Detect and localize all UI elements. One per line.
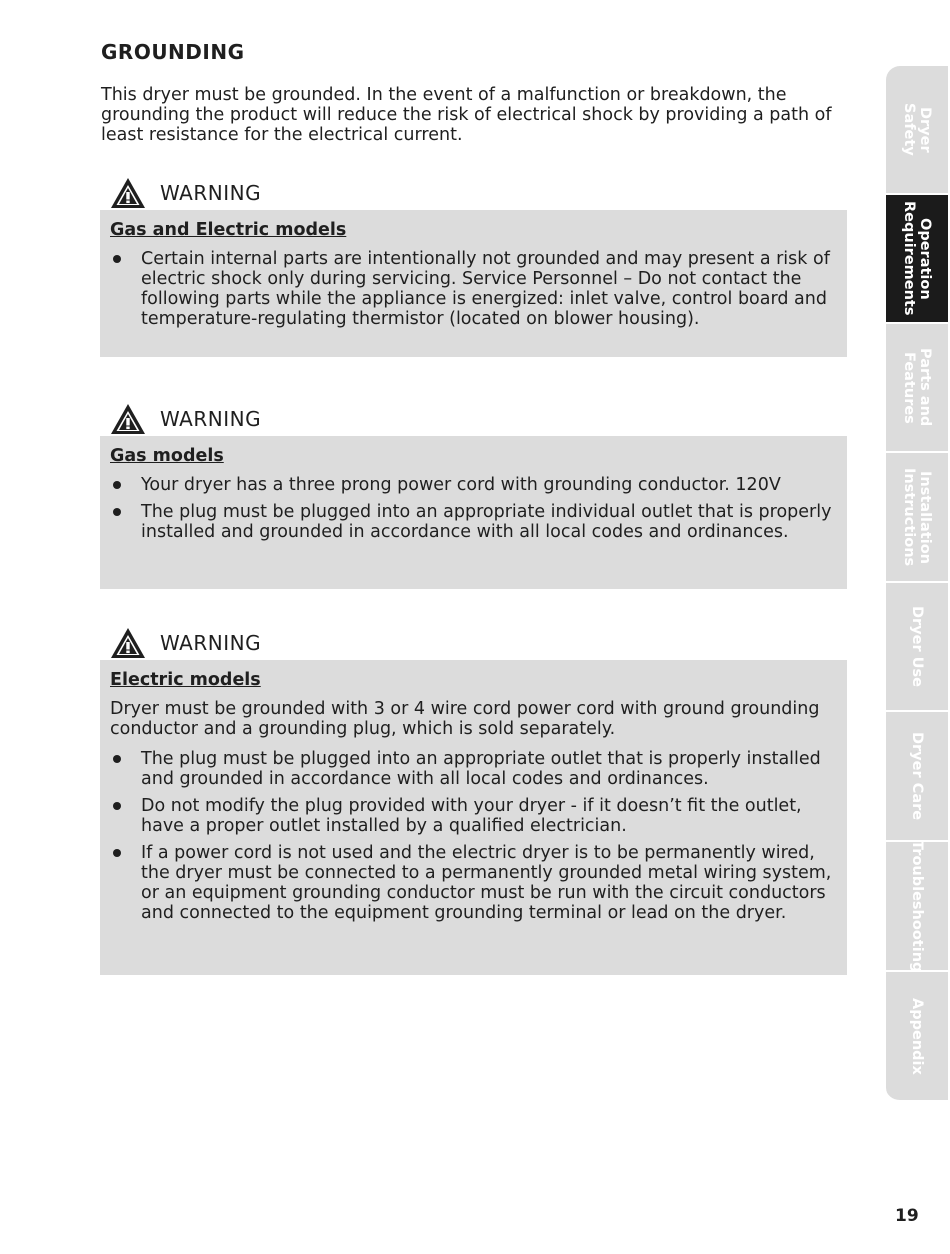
section-heading: GROUNDING — [101, 40, 245, 64]
tab-label: Installation Instructions — [901, 467, 933, 567]
warning-box-gas — [100, 436, 847, 589]
warning-triangle-icon — [110, 177, 146, 209]
warning-box-title: Gas and Electric models — [110, 220, 347, 240]
tab-operation-requirements[interactable] — [886, 195, 948, 324]
tab-label: Dryer Use — [909, 606, 925, 687]
warning-label: WARNING — [160, 407, 262, 431]
intro-paragraph: This dryer must be grounded. In the event of a malfunction or breakdown, the grounding the product will reduce the risk of electrical shock by providing a path of least resistance for the electrical current. — [101, 85, 832, 145]
bullet-item: Your dryer has a three prong power cord with grounding conductor. 120V — [110, 475, 837, 495]
tab-label: Appendix — [909, 997, 925, 1075]
warning-bullet-list — [110, 475, 837, 542]
warning-box-title: Gas models — [110, 446, 224, 466]
warning-box-title: Electric models — [110, 670, 261, 690]
warning-label: WARNING — [160, 181, 262, 205]
warning-label: WARNING — [160, 631, 262, 655]
tab-parts-and-features[interactable] — [886, 324, 948, 453]
tab-label: Troubleshooting — [909, 839, 925, 973]
tab-appendix[interactable] — [886, 972, 948, 1102]
warning-box-gas-electric — [100, 210, 847, 357]
warning-box-text: Dryer must be grounded with 3 or 4 wire cord power cord with ground grounding conductor and a grounding plug, which is sold separately. — [110, 699, 820, 739]
tab-label: Parts and Features — [901, 348, 933, 427]
bullet-item: Do not modify the plug provided with your dryer - if it doesn’t fit the outlet, have a proper outlet installed by a qualified electrician. — [110, 796, 837, 836]
tab-label: Dryer Care — [909, 731, 925, 821]
warning-bullet-list — [110, 749, 837, 923]
warning-box-electric — [100, 660, 847, 975]
warning-triangle-icon — [110, 627, 146, 659]
warning-header-1 — [110, 176, 261, 210]
warning-header-2 — [110, 402, 261, 436]
warning-bullet-list — [110, 249, 837, 329]
bullet-item: Certain internal parts are intentionally not grounded and may present a risk of electric shock only during servicing. Service Personnel – Do not contact the following parts while the appliance is energized: inlet valve, control board and temperature-regulating thermistor (located on blower housing). — [110, 249, 837, 329]
tab-dryer-care[interactable] — [886, 712, 948, 842]
tab-label: Dryer Safety — [901, 103, 933, 156]
bullet-item: If a power cord is not used and the electric dryer is to be permanently wired, the dryer must be connected to a permanently grounded metal wiring system, or an equipment grounding conductor must be run with the circuit conductors and connected to the equipment grounding terminal or lead on the dryer. — [110, 843, 837, 923]
tab-dryer-safety[interactable] — [886, 66, 948, 195]
page-number: 19 — [895, 1206, 919, 1226]
bullet-item: The plug must be plugged into an appropriate outlet that is properly installed and grounded in accordance with all local codes and ordinances. — [110, 749, 837, 789]
warning-triangle-icon — [110, 403, 146, 435]
tab-dryer-use[interactable] — [886, 583, 948, 712]
bullet-item: The plug must be plugged into an appropriate individual outlet that is properly installed and grounded in accordance with all local codes and ordinances. — [110, 502, 837, 542]
warning-header-3 — [110, 626, 261, 660]
tab-troubleshooting[interactable] — [886, 839, 948, 973]
tab-installation-instructions[interactable] — [886, 453, 948, 583]
tab-label: Operation Requirements — [901, 201, 933, 316]
